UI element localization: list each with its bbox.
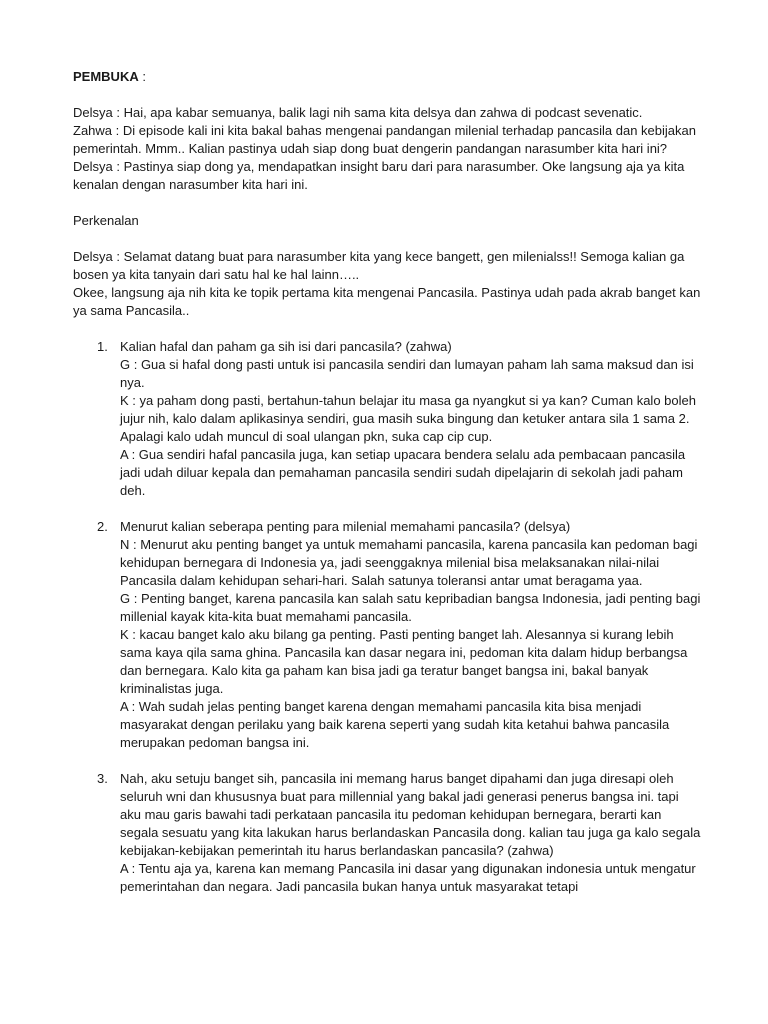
list-spacer: [73, 500, 703, 518]
opening-heading: [73, 68, 703, 86]
question-number: 2.: [97, 519, 108, 534]
answer-a: A : Wah sudah jelas penting banget karena dengan memahami pancasila kita bisa menjadi masyarakat dengan perilaku yang baik karena seperti yang sudah kita ketahui bahwa pancasila merupakan pedoman bangsa ini.: [120, 699, 670, 750]
question-list: [73, 338, 703, 896]
question-number: 3.: [97, 771, 108, 786]
opening-line-delsya-1: Delsya : Hai, apa kabar semuanya, balik lagi nih sama kita delsya dan zahwa di podcast sevenatic.: [73, 105, 643, 120]
opening-title-suffix: :: [138, 69, 146, 84]
answer-g: G : Gua si hafal dong pasti untuk isi pancasila sendiri dan lumayan paham lah sama maksud dan isi nya.: [120, 357, 694, 390]
answer-a: A : Gua sendiri hafal pancasila juga, kan setiap upacara bendera selalu ada pembacaan pancasila jadi udah diluar kepala dan pemahaman pancasila sendiri sudah dipelajarin di sekolah jadi paham deh.: [120, 447, 686, 498]
question-text: Kalian hafal dan paham ga sih isi dari pancasila? (zahwa): [120, 339, 452, 354]
document-page: [73, 68, 703, 896]
opening-title: PEMBUKA: [73, 69, 139, 84]
spacer: [73, 230, 703, 248]
opening-line-zahwa: Zahwa : Di episode kali ini kita bakal bahas mengenai pandangan milenial terhadap pancasila dan kebijakan pemerintah. Mmm.. Kalian pastinya udah siap dong buat dengerin pandangan narasumber kita hari ini?: [73, 123, 700, 156]
question-item-2: [73, 518, 703, 752]
intro-line-2: Okee, langsung aja nih kita ke topik pertama kita mengenai Pancasila. Pastinya udah pada akrab banget kan ya sama Pancasila..: [73, 285, 704, 318]
intro-heading: Perkenalan: [73, 213, 139, 228]
intro-line-1: Delsya : Selamat datang buat para narasumber kita yang kece bangett, gen milenialss!! Semoga kalian ga bosen ya kita tanyain dari satu hal ke hal lainn…..: [73, 249, 688, 282]
question-item-1: [73, 338, 703, 500]
spacer: [73, 194, 703, 212]
question-number: 1.: [97, 339, 108, 354]
answer-a: A : Tentu aja ya, karena kan memang Pancasila ini dasar yang digunakan indonesia untuk mengatur pemerintahan dan negara. Jadi pancasila bukan hanya untuk masyarakat tetapi: [120, 861, 696, 894]
question-item-3: [73, 770, 703, 896]
question-text: Nah, aku setuju banget sih, pancasila ini memang harus banget dipahami dan juga diresapi oleh seluruh wni dan khususnya buat para millennial yang bakal jadi generasi penerus bangsa ini. tapi aku mau garis bawahi tadi perkataan pancasila itu pedoman kehidupan bernegara, berarti kan segala sesuatu yang kita lakukan harus berlandaskan Pancasila dong. kalian tau juga ga kalo segala kebijakan-kebijakan pemerintah itu harus berlandaskan pancasila? (zahwa): [120, 771, 701, 858]
list-spacer: [73, 752, 703, 770]
answer-k: K : ya paham dong pasti, bertahun-tahun belajar itu masa ga nyangkut si ya kan? Cuman kalo boleh jujur nih, kalo dalam aplikasinya sendiri, gua masih suka bingung dan ketuker antara sila 1 sama 2. Apalagi kalo udah muncul di soal ulangan pkn, suka cap cip cup.: [120, 393, 696, 444]
question-text: Menurut kalian seberapa penting para milenial memahami pancasila? (delsya): [120, 519, 571, 534]
answer-n: N : Menurut aku penting banget ya untuk memahami pancasila, karena pancasila kan pedoman bagi kehidupan bernegara di Indonesia ya, jadi seenggaknya milenial bisa melaksanakan nilai-nilai Pancasila dalam kehidupan sehari-hari. Salah satunya toleransi antar umat beragama yaa.: [120, 537, 698, 588]
spacer: [73, 86, 703, 104]
answer-g: G : Penting banget, karena pancasila kan salah satu kepribadian bangsa Indonesia, jadi penting bagi millenial kayak kita-kita buat memahami pancasila.: [120, 591, 701, 624]
opening-line-delsya-2: Delsya : Pastinya siap dong ya, mendapatkan insight baru dari para narasumber. Oke langsung aja ya kita kenalan dengan narasumber kita hari ini.: [73, 159, 688, 192]
spacer: [73, 320, 703, 338]
answer-k: K : kacau banget kalo aku bilang ga penting. Pasti penting banget lah. Alesannya si kurang lebih sama kaya qila sama ghina. Pancasila kan dasar negara ini, pedoman kita dalam hidup berbangsa dan bernegara. Kalo kita ga paham kan bisa jadi ga teratur banget bangsa ini, bakal banyak kriminalistas juga.: [120, 627, 688, 696]
